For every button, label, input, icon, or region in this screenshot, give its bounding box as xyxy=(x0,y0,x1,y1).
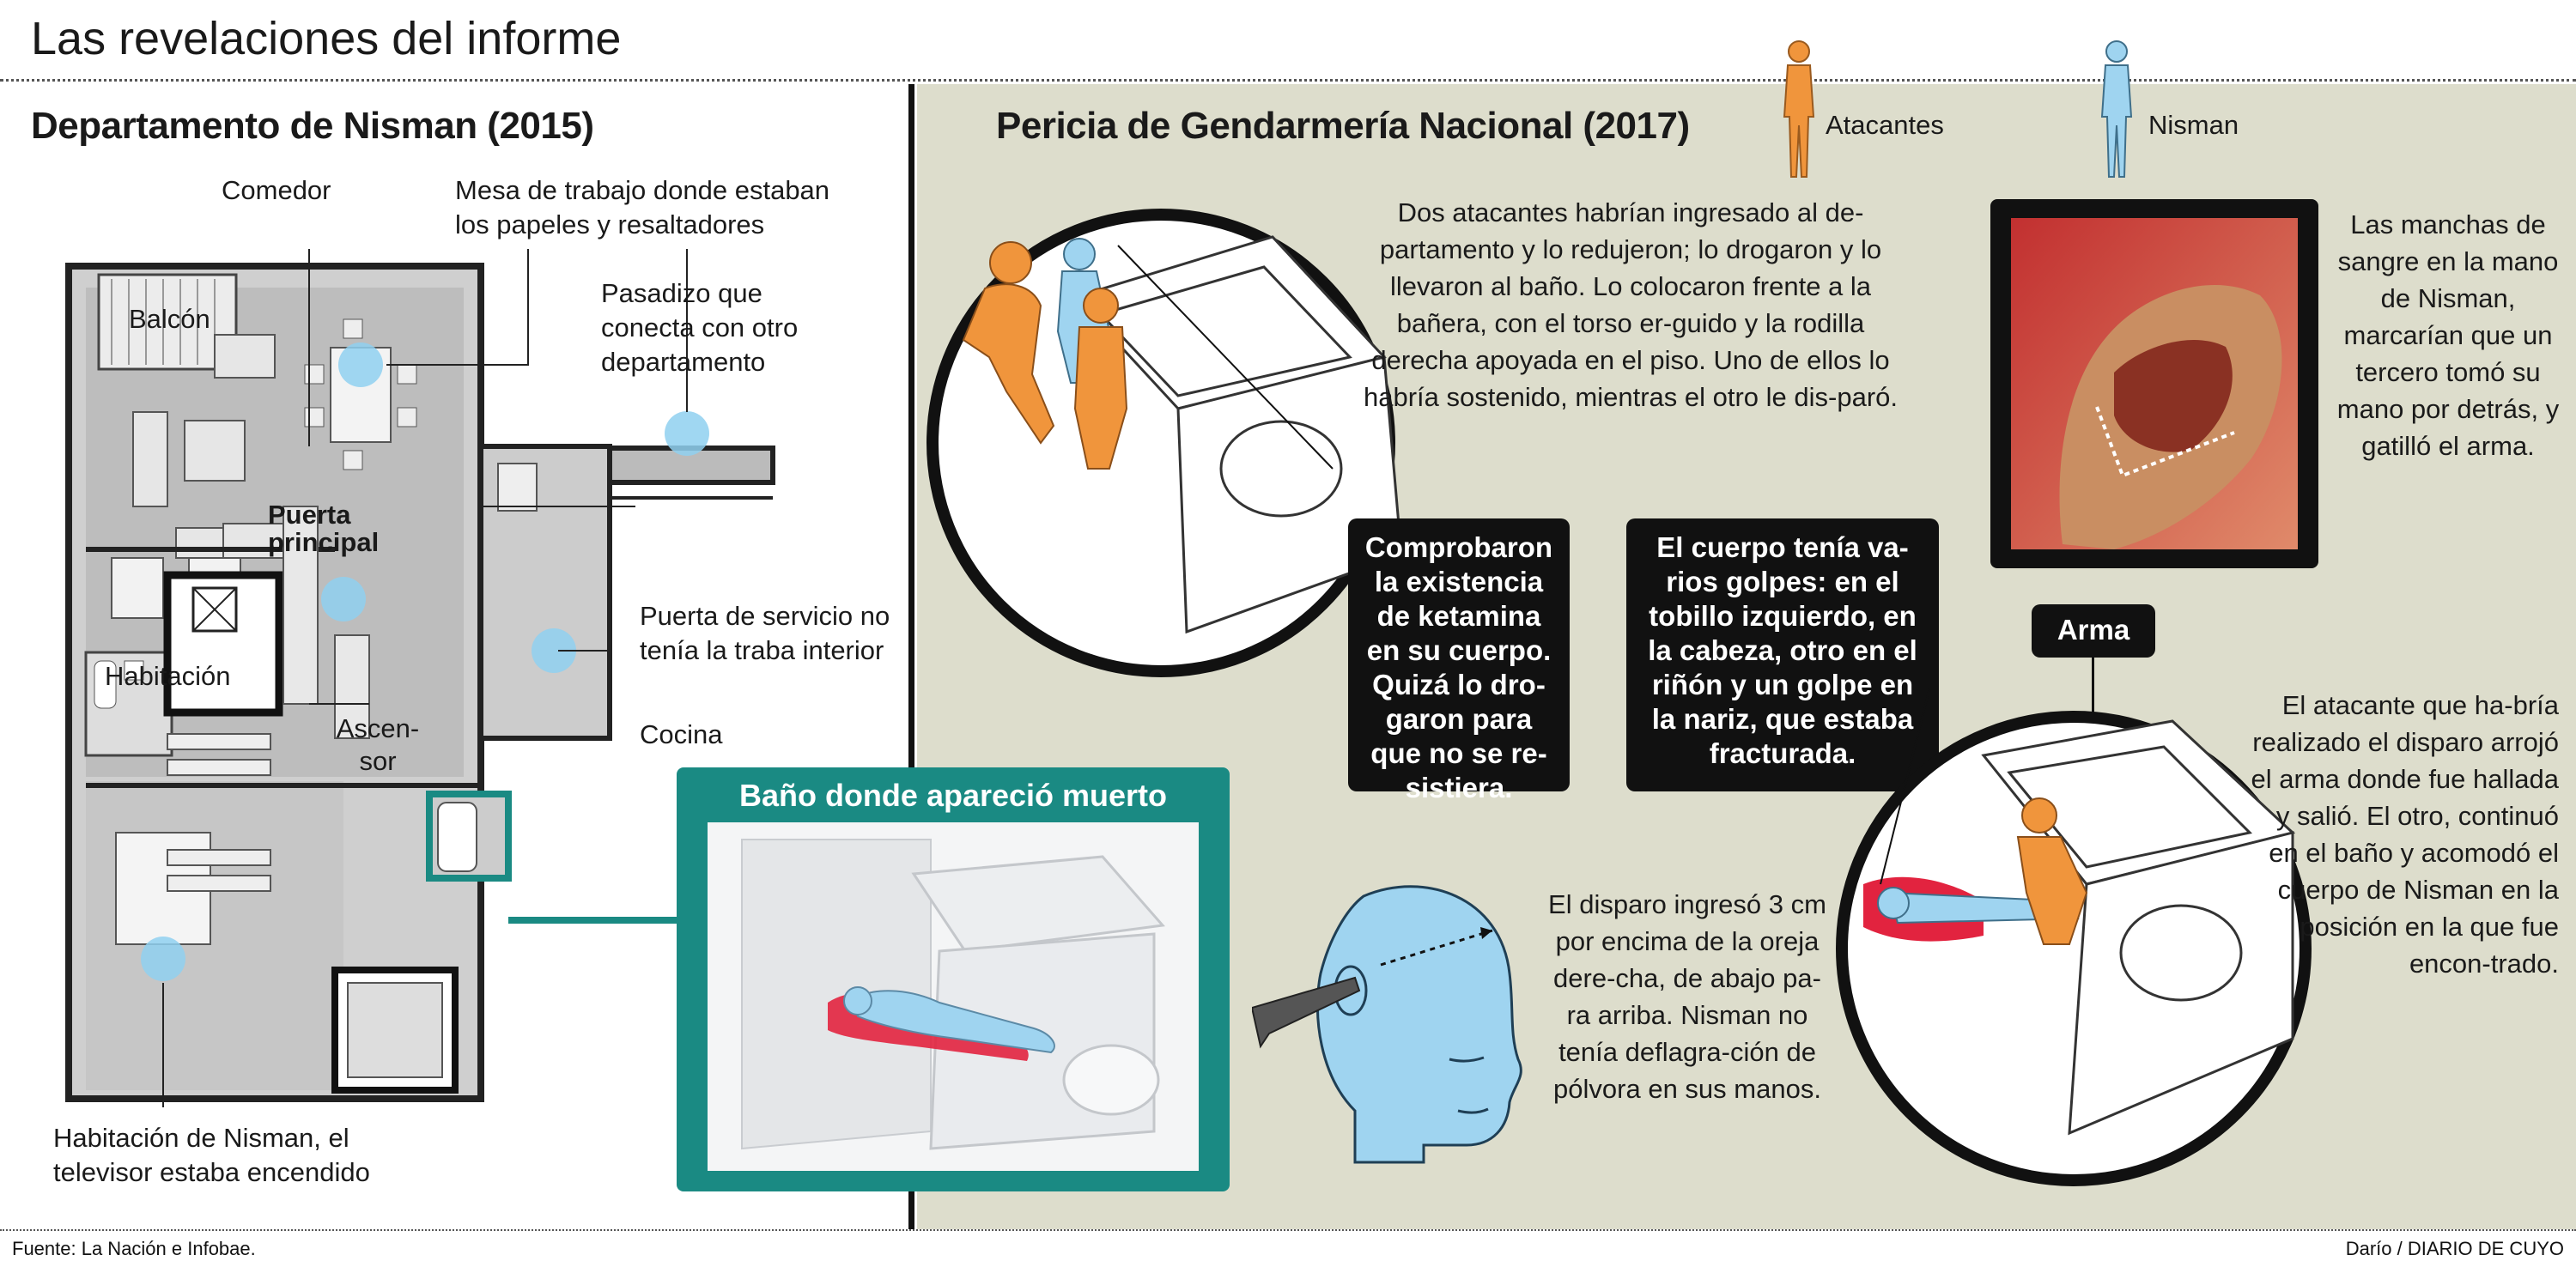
box-golpes: El cuerpo tenía va-rios golpes: en el tobillo izquierdo, en la cabeza, otro en el riñón y un golpe en la nariz, que estaba fracturada. xyxy=(1626,518,1939,791)
atacante-text: El atacante que ha-bría realizado el disparo arrojó el arma donde fue hallada y salió. El otro, continuó en el baño y acomodó el cuerpo de Nisman en la posición en la que fue encon-trado. xyxy=(2251,690,2559,979)
credit-note: Darío / DIARIO DE CUYO xyxy=(2345,1238,2564,1259)
source-note: Fuente: La Nación e Infobae. xyxy=(12,1238,256,1259)
disparo-text: El disparo ingresó 3 cm por encima de la oreja dere-cha, de abajo pa-ra arriba. Nisman no tenía deflagra-ción de pólvora en sus manos. xyxy=(1548,889,1826,1104)
header-divider xyxy=(0,79,2576,82)
label-puerta-principal: Puerta principal xyxy=(268,500,380,557)
box-ketamina: Comprobaron la existencia de ketamina en su cuerpo. Quizá lo dro-garon para que no se re-sistiera. xyxy=(1348,518,1570,791)
footer-divider xyxy=(0,1229,2576,1231)
label-cocina: Cocina xyxy=(640,719,723,749)
label-puerta-servicio: Puerta de servicio no tenía la traba interior xyxy=(640,601,890,665)
label-balcon: Balcón xyxy=(129,304,210,334)
arma-label: Arma xyxy=(2032,604,2155,658)
paragraph-intro: Dos atacantes habrían ingresado al de-partamento y lo redujeron; lo drogaron y lo llevaron al baño. Lo colocaron frente a la bañera, con el torso er-guido y la rodilla derecha apoyada en el piso. Uno de ellos lo habría sostenido, mientras el otro le dis-paró. xyxy=(1363,197,1899,412)
legend-atacantes: Atacantes xyxy=(1826,110,1944,140)
page-title: Las revelaciones del informe xyxy=(31,13,622,64)
label-habitacion-nisman: Habitación de Nisman, el televisor estaba encendido xyxy=(53,1123,370,1187)
hand-photo xyxy=(2011,218,2298,549)
label-pasadizo: Pasadizo que conecta con otro departamento xyxy=(601,278,799,377)
label-habitacion: Habitación xyxy=(105,661,231,691)
nisman-legend-icon xyxy=(2095,39,2138,185)
bath-panel xyxy=(677,767,1230,1191)
hand-photo-frame xyxy=(1990,199,2318,568)
bath-connector xyxy=(508,917,680,924)
label-comedor: Comedor xyxy=(222,175,331,205)
bath-render xyxy=(708,822,1199,1171)
label-ascensor: Ascen-sor xyxy=(336,713,420,776)
cocina-leader xyxy=(481,481,653,532)
manchas-text: Las manchas de sangre en la mano de Nisman, marcarían que un tercero tomó su mano por detrás, y gatilló el arma. xyxy=(2336,209,2560,461)
right-section-title: Pericia de Gendarmería Nacional (2017) xyxy=(996,105,1690,147)
left-section-title: Departamento de Nisman (2015) xyxy=(31,105,594,147)
attacker-legend-icon xyxy=(1777,39,1820,185)
head-diagram xyxy=(1252,862,1561,1171)
label-mesa: Mesa de trabajo donde estaban los papeles y resaltadores xyxy=(455,175,830,239)
legend-nisman: Nisman xyxy=(2148,110,2239,140)
bath-title: Baño donde apareció muerto xyxy=(738,778,1168,813)
